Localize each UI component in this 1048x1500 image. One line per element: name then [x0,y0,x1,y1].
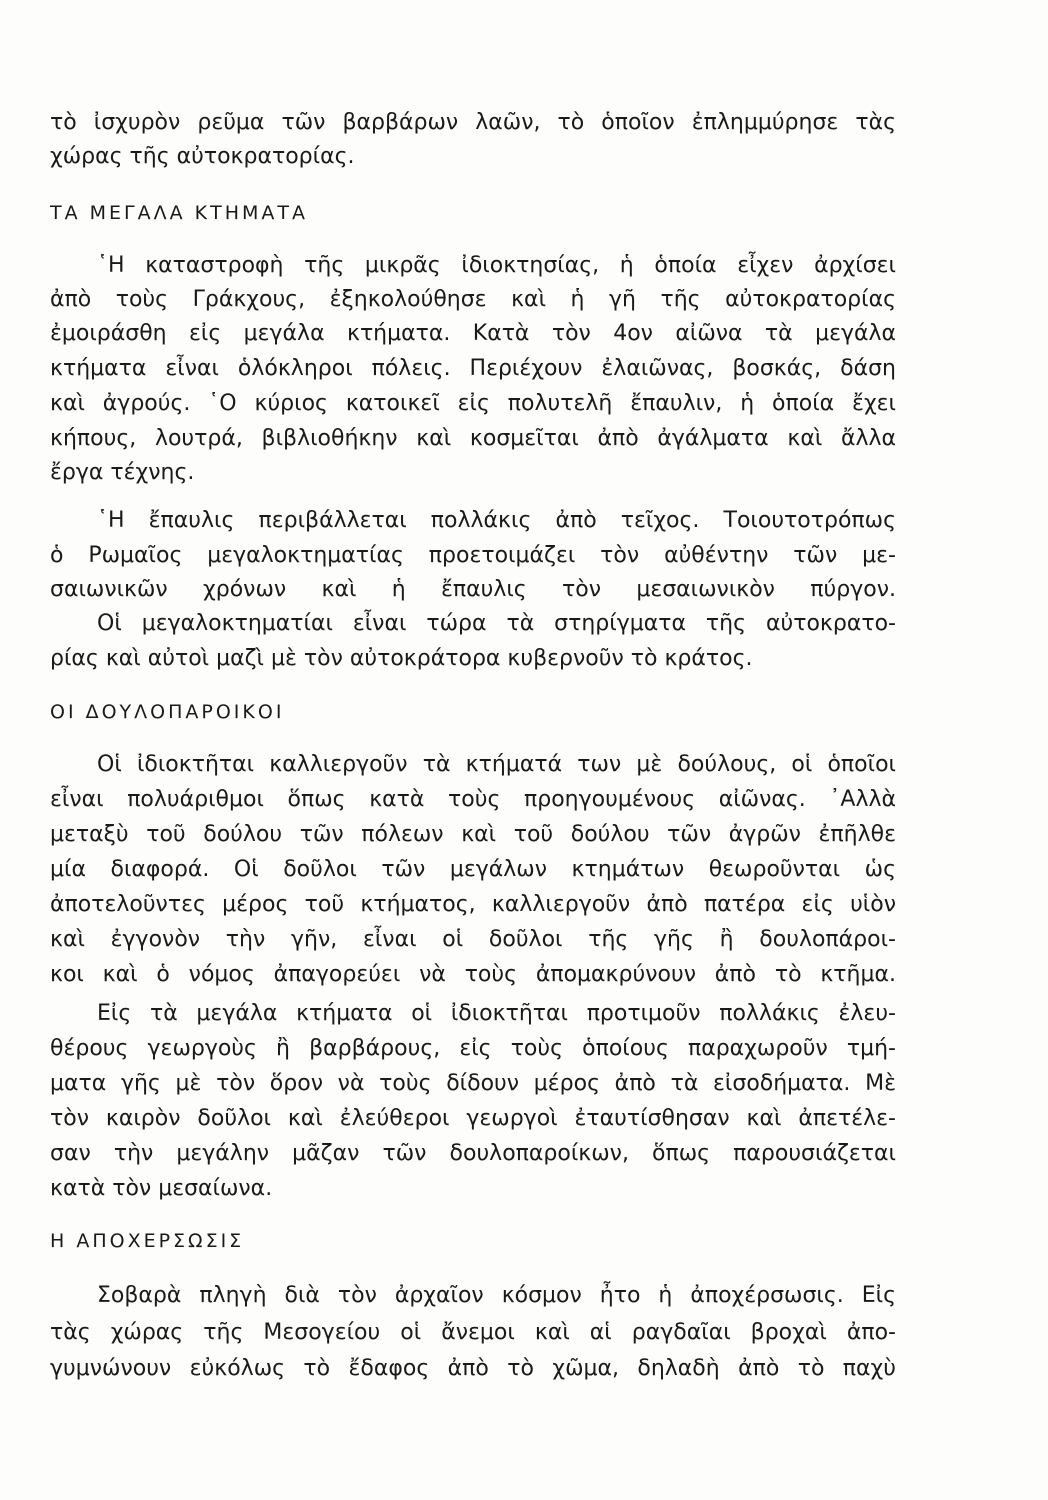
text-line: Εἰς τὰ μεγάλα κτήματα οἱ ἰδιοκτῆται προτιμοῦν πολλάκις ἐλευ- [97,1001,896,1026]
section-heading: ΤΑ ΜΕΓΑΛΑ ΚΤΗΜΑΤΑ [50,202,309,224]
text-line: τὸ ἰσχυρὸν ρεῦμα τῶν βαρβάρων λαῶν, τὸ ὁποῖον ἐπλημμύρησε τὰς [50,110,896,135]
text-line: Οἱ ἰδιοκτῆται καλλιεργοῦν τὰ κτήματά των μὲ δούλους, οἱ ὁποῖοι [97,752,896,777]
text-line: μία διαφορά. Οἱ δοῦλοι τῶν μεγάλων κτημάτων θεωροῦνται ὡς [50,857,896,882]
text-line: ἀπὸ τοὺς Γράκχους, ἐξηκολούθησε καὶ ἡ γῆ τῆς αὐτοκρατορίας [50,287,896,312]
text-line: εἶναι πολυάριθμοι ὅπως κατὰ τοὺς προηγουμένους αἰῶνας. ᾿Αλλὰ [50,787,896,812]
text-line: ὁ Ρωμαῖος μεγαλοκτηματίας προετοιμάζει τὸν αὐθέντην τῶν με- [50,543,896,568]
text-line: σαν τὴν μεγάλην μᾶζαν τῶν δουλοπαροίκων, ὅπως παρουσιάζεται [50,1141,896,1166]
text-line: καὶ ἀγρούς. ῾Ο κύριος κατοικεῖ εἰς πολυτελῆ ἔπαυλιν, ἡ ὁποία ἔχει [50,391,896,416]
text-line: ἔργα τέχνης. [50,460,195,485]
text-line: τὰς χώρας τῆς Μεσογείου οἱ ἄνεμοι καὶ αἱ ραγδαῖαι βροχαὶ ἀπο- [50,1320,896,1345]
text-line: κτήματα εἶναι ὁλόκληροι πόλεις. Περιέχουν ἐλαιῶνας, βοσκάς, δάση [50,356,896,381]
text-line: γυμνώνουν εὐκόλως τὸ ἔδαφος ἀπὸ τὸ χῶμα, δηλαδὴ ἀπὸ τὸ παχὺ [50,1356,896,1381]
text-line: Οἱ μεγαλοκτηματίαι εἶναι τώρα τὰ στηρίγματα τῆς αὐτοκρατο- [97,611,896,636]
text-line: χώρας τῆς αὐτοκρατορίας. [50,144,355,169]
text-line: ρίας καὶ αὐτοὶ μαζὶ μὲ τὸν αὐτοκράτορα κυβερνοῦν τὸ κράτος. [50,646,753,671]
text-line: καὶ ἐγγονὸν τὴν γῆν, εἶναι οἱ δοῦλοι τῆς γῆς ἢ δουλοπάροι- [50,927,896,952]
text-line: κήπους, λουτρά, βιβλιοθήκην καὶ κοσμεῖται ἀπὸ ἀγάλματα καὶ ἄλλα [50,426,896,451]
text-line: ἀποτελοῦντες μέρος τοῦ κτήματος, καλλιεργοῦν ἀπὸ πατέρα εἰς υἱὸν [50,892,896,917]
text-line: ματα γῆς μὲ τὸν ὅρον νὰ τοὺς δίδουν μέρος ἀπὸ τὰ εἰσοδήματα. Μὲ [50,1071,896,1096]
text-line: ῾Η καταστροφὴ τῆς μικρᾶς ἰδιοκτησίας, ἡ ὁποία εἶχεν ἀρχίσει [97,253,896,278]
text-line: κατὰ τὸν μεσαίωνα. [50,1176,273,1201]
text-line: τὸν καιρὸν δοῦλοι καὶ ἐλεύθεροι γεωργοὶ ἐταυτίσθησαν καὶ ἀπετέλε- [50,1106,896,1131]
text-line: σαιωνικῶν χρόνων καὶ ἡ ἔπαυλις τὸν μεσαιωνικὸν πύργον. [50,577,896,602]
text-line: Σοβαρὰ πληγὴ διὰ τὸν ἀρχαῖον κόσμον ἦτο ἡ ἀποχέρσωσις. Εἰς [97,1283,896,1308]
section-heading: ΟΙ ΔΟΥΛΟΠΑΡΟΙΚΟΙ [50,701,285,723]
text-line: ἐμοιράσθη εἰς μεγάλα κτήματα. Κατὰ τὸν 4ον αἰῶνα τὰ μεγάλα [50,321,896,346]
section-heading: Η ΑΠΟΧΕΡΣΩΣΙΣ [50,1230,245,1252]
text-line: κοι καὶ ὁ νόμος ἀπαγορεύει νὰ τοὺς ἀπομακρύνουν ἀπὸ τὸ κτῆμα. [50,962,896,987]
text-line: μεταξὺ τοῦ δούλου τῶν πόλεων καὶ τοῦ δούλου τῶν ἀγρῶν ἐπῆλθε [50,822,896,847]
text-line: θέρους γεωργοὺς ἢ βαρβάρους, εἰς τοὺς ὁποίους παραχωροῦν τμή- [50,1036,896,1061]
text-line: ῾Η ἔπαυλις περιβάλλεται πολλάκις ἀπὸ τεῖχος. Τοιουτοτρόπως [97,508,896,533]
